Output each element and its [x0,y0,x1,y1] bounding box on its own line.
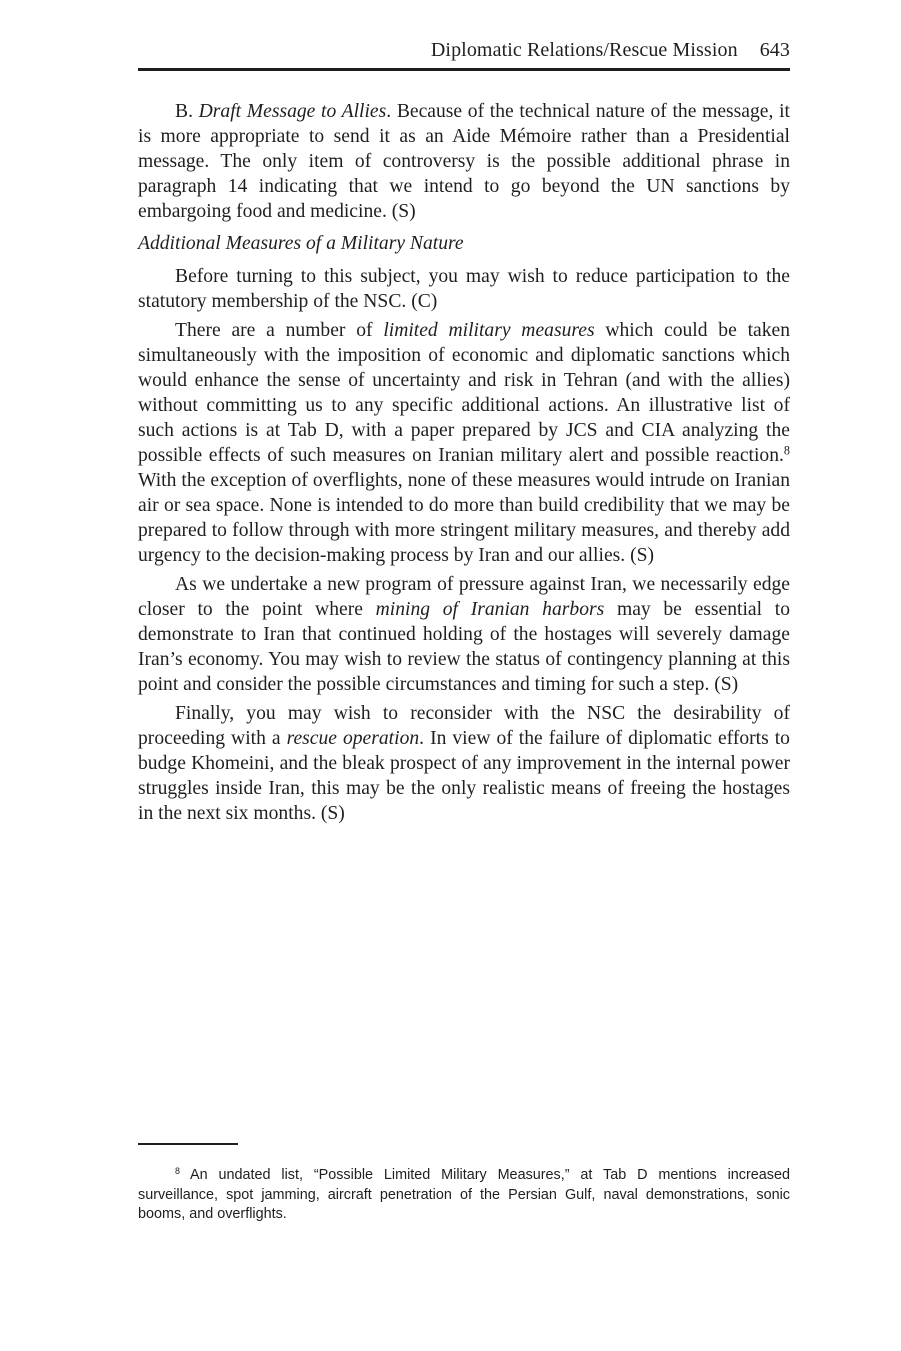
footnote-text: An undated list, “Possible Limited Military Measures,” at Tab D mentions increased surveillance, spot jamming, aircraft penetration of the Persian Gulf, naval demonstrations, sonic booms, and overflights. [138,1167,790,1222]
paragraph-text: which could be taken simultaneously with the imposition of economic and diplomatic sanctions which would enhance the sense of uncertainty and risk in Tehran (and with the allies) without committing us to any specific additional actions. An illustrative list of such actions is at Tab D, with a paper prepared by JCS and CIA analyzing the possible effects of such measures on Iranian military alert and possible reaction. [138,320,790,466]
body-text [138,99,790,830]
document-page [138,0,790,1351]
section-title: Draft Message to Allies [198,101,387,122]
paragraph-limited-measures [138,318,790,568]
running-header [431,37,790,63]
emphasis-text: rescue operation [286,728,420,749]
footnote-8 [138,1166,790,1225]
emphasis-text: mining of Iranian harbors [375,599,605,620]
paragraph-text: may be essential to demonstrate to Iran that continued holding of the hostages will severely damage Iran’s economy. You may wish to review the status of contingency planning at this point and consider the possible circumstances and timing for such a step. (S) [138,599,790,695]
section-label: B. [175,101,199,122]
paragraph-text: . Because of the technical nature of the message, it is more appropriate to send it as an Aide Mémoire rather than a Presidential message. The only item of controversy is the possible additional phrase in paragraph 14 indicating that we intend to go beyond the UN sanctions by embargoing food and medicine. (S) [138,101,790,222]
section-heading-military: Additional Measures of a Military Nature [138,233,464,254]
page-number: 643 [759,39,790,61]
paragraph-mining-harbors [138,572,790,697]
emphasis-text: limited military measures [383,320,595,341]
paragraph-text: There are a number of [175,320,384,341]
paragraph-nsc-participation: Before turning to this subject, you may wish to reduce participation to the statutory membership of the NSC. (C) [138,266,790,312]
paragraph-text: . In view of the failure of diplomatic efforts to budge Khomeini, and the bleak prospect of any improvement in the internal power struggles inside Iran, this may be the only realistic means of freeing the hostages in the next six months. (S) [138,728,790,824]
footnote-reference[interactable]: 8 [783,443,790,458]
paragraph-draft-message [138,99,790,224]
paragraph-text: With the exception of overflights, none of these measures would intrude on Iranian air or sea space. None is intended to do more than build credibility that we may be prepared to follow through with more stringent military measures, and thereby add urgency to the decision-making process by Iran and our allies. (S) [138,470,790,566]
paragraph-text: As we undertake a new program of pressure against Iran, we necessarily edge closer to the point where [138,574,790,620]
footnote-rule [138,1143,238,1145]
running-title: Diplomatic Relations/Rescue Mission [430,39,738,61]
paragraph-rescue-operation [138,701,790,826]
paragraph-text: Finally, you may wish to reconsider with the NSC the desirability of proceeding with a [138,703,790,749]
header-rule [138,68,790,71]
footnote-number: 8 [175,1166,180,1177]
